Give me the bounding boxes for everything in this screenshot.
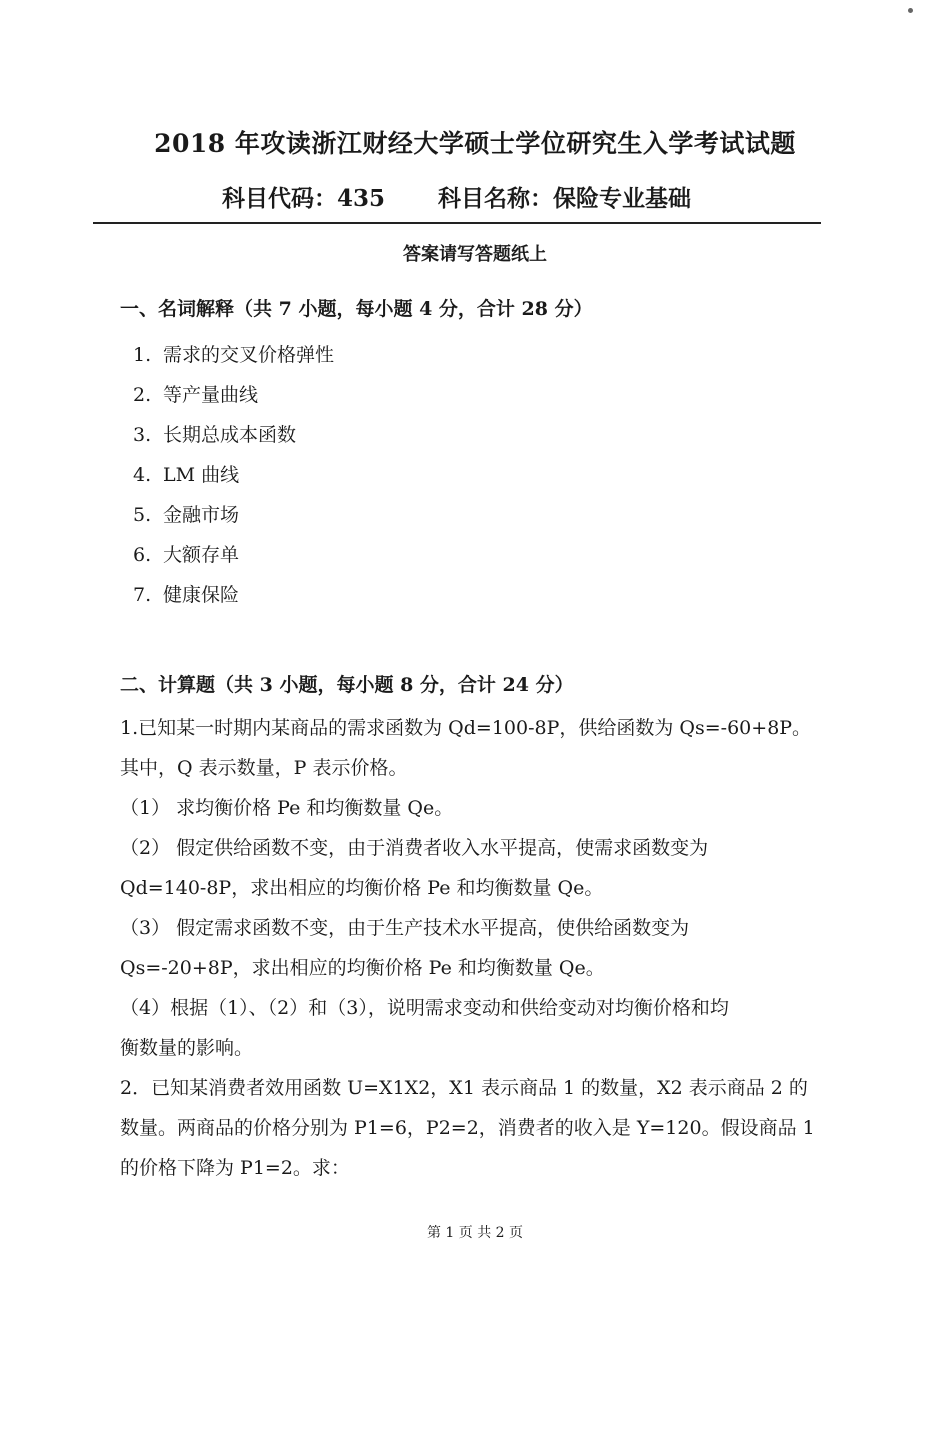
q2-line2: 数量。两商品的价格分别为 P1=6，P2=2，消费者的收入是 Y=120。假设商品 1 [120, 1117, 815, 1139]
q1-part3-line2: Qs=-20+8P，求出相应的均衡价格 Pe 和均衡数量 Qe。 [120, 957, 605, 979]
answer-notice: 答案请写答题纸上 [403, 244, 547, 265]
term-number: 6. [133, 544, 152, 566]
subject-code: 科目代码：435 [222, 185, 386, 212]
page-footer: 第 1 页 共 2 页 [426, 1225, 524, 1241]
term-item [133, 340, 334, 367]
q2-line1: 2．已知某消费者效用函数 U=X1X2，X1 表示商品 1 的数量，X2 表示商品 2 的 [120, 1077, 808, 1099]
term-text: 需求的交叉价格弹性 [163, 344, 335, 366]
q1-line2: 其中，Q 表示数量，P 表示价格。 [120, 757, 408, 779]
term-number: 4. [133, 464, 152, 486]
q1-part2-line2: Qd=140-8P，求出相应的均衡价格 Pe 和均衡数量 Qe。 [120, 877, 604, 899]
term-item [133, 540, 239, 567]
term-number: 1. [133, 344, 152, 366]
q1-part4-line1: （4）根据（1）、（2）和（3），说明需求变动和供给变动对均衡价格和均 [120, 997, 729, 1019]
q1-part4-line2: 衡数量的影响。 [120, 1037, 254, 1059]
term-text: 健康保险 [163, 584, 240, 606]
term-item [133, 580, 239, 607]
term-text: LM 曲线 [163, 464, 240, 486]
term-item [133, 380, 258, 407]
section1-heading: 一、名词解释（共 7 小题，每小题 4 分，合计 28 分） [120, 298, 593, 320]
q1-part1: （1） 求均衡价格 Pe 和均衡数量 Qe。 [120, 797, 454, 819]
scan-artifact-dot [908, 8, 913, 13]
term-item [133, 420, 296, 447]
term-number: 7. [133, 584, 152, 606]
q1-part2-line1: （2） 假定供给函数不变，由于消费者收入水平提高，使需求函数变为 [120, 837, 709, 859]
q2-line3: 的价格下降为 P1=2。求： [120, 1157, 350, 1179]
term-text: 等产量曲线 [163, 384, 259, 406]
q1-part3-line1: （3） 假定需求函数不变，由于生产技术水平提高，使供给函数变为 [120, 917, 690, 939]
term-text: 金融市场 [163, 504, 240, 526]
term-item [133, 500, 239, 527]
q1-line1: 1.已知某一时期内某商品的需求函数为 Qd=100-8P，供给函数为 Qs=-60+8P。 [120, 717, 812, 739]
term-number: 2. [133, 384, 152, 406]
term-text: 大额存单 [163, 544, 240, 566]
section2-heading: 二、计算题（共 3 小题，每小题 8 分，合计 24 分） [120, 674, 574, 696]
term-number: 3. [133, 424, 152, 446]
subject-name: 科目名称：保险专业基础 [438, 185, 691, 212]
exam-title: 2018 年攻读浙江财经大学硕士学位研究生入学考试试题 [154, 129, 796, 158]
term-number: 5. [133, 504, 152, 526]
term-text: 长期总成本函数 [163, 424, 297, 446]
header-divider [93, 222, 821, 224]
term-item [133, 460, 239, 487]
